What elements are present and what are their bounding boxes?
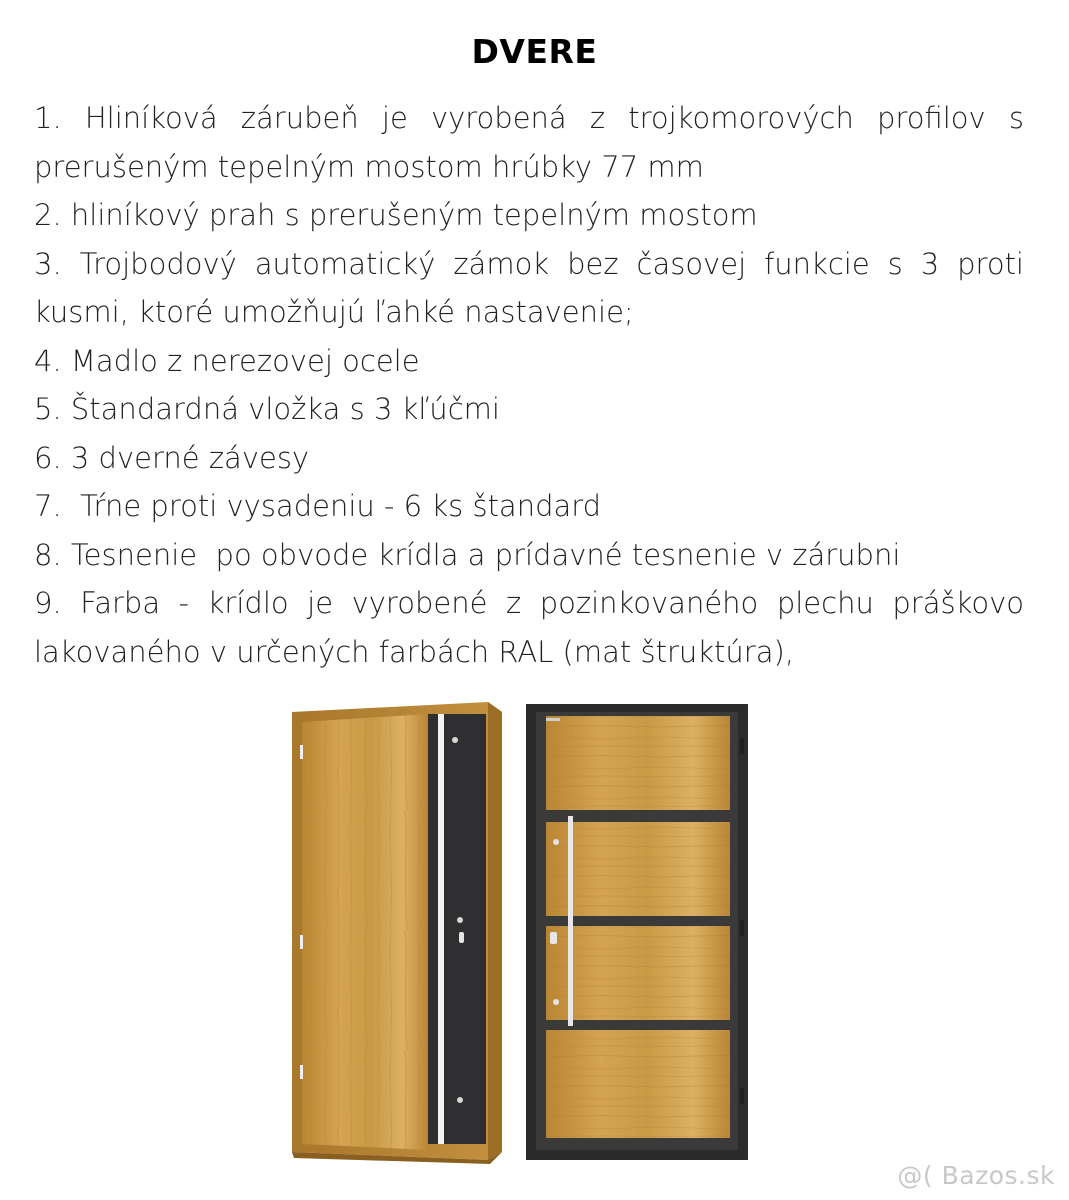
door-images (280, 690, 770, 1170)
spec-item-7: 7. Tŕne proti vysadeniu - 6 ks štandard (34, 489, 602, 523)
watermark: @( Bazos.sk (897, 1161, 1055, 1190)
spec-item-2: 2. hliníkový prah s prerušeným tepelným mostom (34, 198, 758, 232)
spec-list (34, 94, 1024, 676)
spec-item-5: 5. Štandardná vložka s 3 kľúčmi (34, 392, 500, 426)
spec-item-4: 4. Madlo z nerezovej ocele (34, 343, 420, 378)
spec-item-1: 1. Hliníková zárubeň je vyrobená z trojkomorových profilov s prerušeným tepelným mostom hrúbky 77 mm (34, 101, 1024, 184)
spec-item-8: 8. Tesnenie po obvode krídla a prídavné tesnenie v zárubni (34, 537, 901, 572)
spec-item-9: 9. Farba - krídlo je vyrobené z pozinkovaného plechu práškovo lakovaného v určených farbách RAL (mat štruktúra), (34, 586, 1024, 669)
spec-item-3: 3. Trojbodový automatický zámok bez časovej funkcie s 3 proti kusmi, ktoré umožňujú ľahké nastavenie; (34, 246, 1024, 329)
door-left-image (292, 702, 502, 1164)
spec-item-6: 6. 3 dverné závesy (34, 440, 310, 475)
door-right-image (526, 704, 748, 1160)
page-title: DVERE (471, 32, 598, 71)
